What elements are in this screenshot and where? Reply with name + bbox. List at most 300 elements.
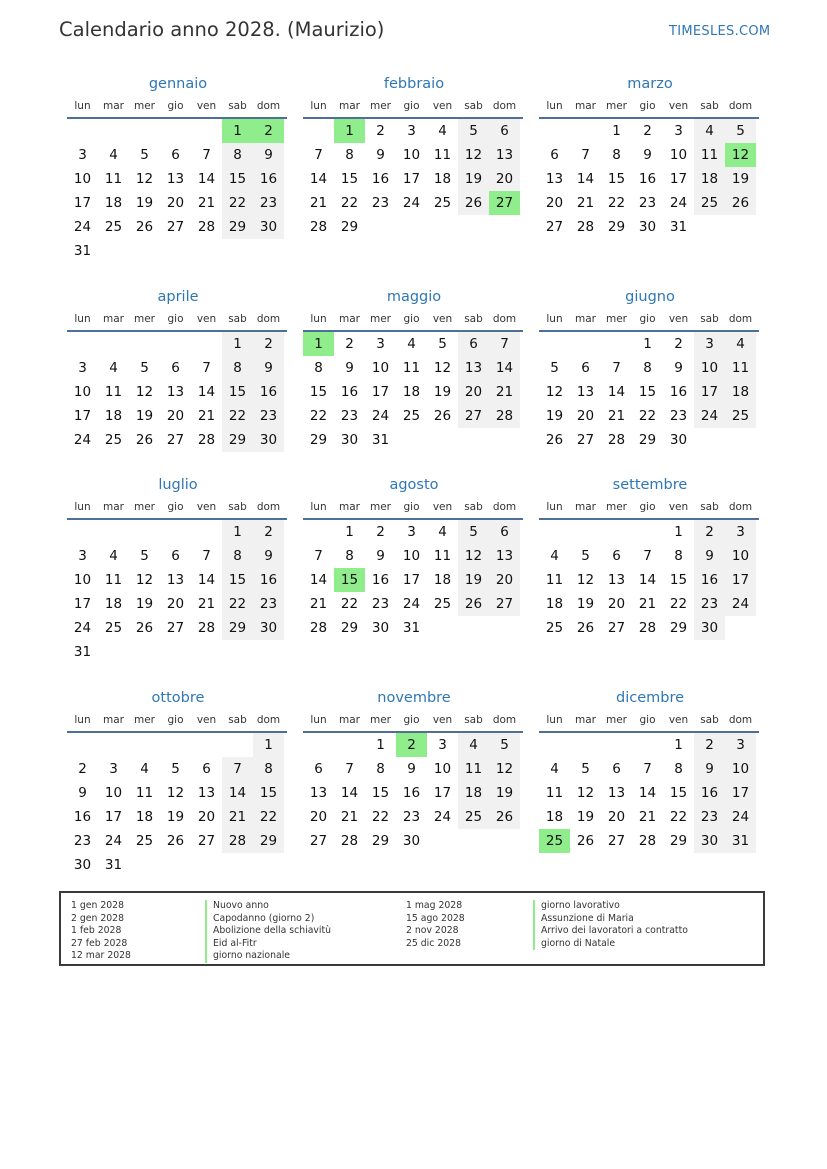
day-cell: 10	[725, 757, 756, 781]
day-cell: 6	[171, 360, 180, 376]
empty-cell	[632, 733, 663, 757]
legend-holiday-name: Capodanno (giorno 2)	[205, 913, 331, 926]
weekday-header	[303, 497, 525, 517]
day-cell: 26	[576, 620, 595, 636]
day-cell: 28	[607, 432, 626, 448]
day-cell: 19	[458, 167, 489, 191]
empty-cell	[539, 119, 570, 143]
day-cell: 16	[694, 568, 725, 592]
day-cell: 30	[73, 857, 92, 873]
day-cell: 14	[340, 785, 359, 801]
day-cell: 20	[197, 809, 216, 825]
day-cell: 21	[309, 195, 328, 211]
day-cell: 25	[104, 219, 123, 235]
day-cell: 24	[725, 592, 756, 616]
day-cell: 23	[253, 404, 284, 428]
weekday-label: ven	[432, 313, 453, 325]
day-cell: 18	[458, 781, 489, 805]
day-cell: 16	[638, 171, 657, 187]
day-cell: 8	[612, 147, 621, 163]
empty-cell	[98, 520, 129, 544]
day-cell: 29	[340, 620, 359, 636]
legend-date: 25 dic 2028	[406, 937, 461, 949]
day-cell: 26	[725, 191, 756, 215]
day-cell: 29	[638, 432, 657, 448]
day-cell: 13	[166, 384, 185, 400]
day-cell: 13	[166, 572, 185, 588]
day-cell: 22	[638, 408, 657, 424]
day-cell: 28	[197, 219, 216, 235]
day-cell: 15	[222, 568, 253, 592]
weekday-header	[67, 96, 289, 116]
day-cell: 15	[371, 785, 390, 801]
day-cell: 7	[222, 757, 253, 781]
day-cell: 5	[140, 147, 149, 163]
day-cell: 5	[550, 360, 559, 376]
day-cell: 19	[545, 408, 564, 424]
day-cell: 23	[638, 195, 657, 211]
weekday-header	[539, 710, 761, 730]
day-cell: 1	[643, 336, 652, 352]
day-cell: 31	[73, 644, 92, 660]
day-grid	[67, 520, 289, 664]
day-cell: 14	[197, 384, 216, 400]
day-cell: 4	[725, 332, 756, 356]
weekday-label: dom	[728, 313, 753, 325]
weekday-label: ven	[432, 714, 453, 726]
weekday-label: gio	[639, 313, 656, 325]
day-cell: 9	[78, 785, 87, 801]
day-grid	[67, 733, 289, 877]
day-cell: 1	[612, 123, 621, 139]
day-cell: 24	[104, 833, 123, 849]
day-cell: 27	[607, 833, 626, 849]
empty-cell	[539, 520, 570, 544]
day-cell: 5	[140, 360, 149, 376]
holiday-day-cell: 25	[539, 829, 570, 853]
day-cell: 2	[694, 520, 725, 544]
day-cell: 9	[407, 761, 416, 777]
weekday-label: ven	[196, 501, 217, 513]
day-cell: 6	[314, 761, 323, 777]
day-cell: 28	[340, 833, 359, 849]
day-cell: 14	[197, 171, 216, 187]
day-cell: 8	[253, 757, 284, 781]
day-cell: 7	[314, 548, 323, 564]
weekday-label: gio	[167, 714, 184, 726]
day-cell: 24	[402, 596, 421, 612]
empty-cell	[191, 733, 222, 757]
holiday-legend	[59, 891, 765, 966]
day-cell: 4	[438, 123, 447, 139]
day-cell: 11	[433, 548, 452, 564]
day-grid	[303, 733, 525, 853]
day-cell: 16	[694, 781, 725, 805]
day-cell: 7	[202, 147, 211, 163]
legend-date: 12 mar 2028	[71, 950, 131, 961]
day-cell: 28	[638, 833, 657, 849]
day-cell: 29	[340, 219, 359, 235]
day-cell: 13	[197, 785, 216, 801]
day-cell: 5	[725, 119, 756, 143]
day-cell: 28	[576, 219, 595, 235]
weekday-label: mer	[369, 100, 391, 112]
day-cell: 2	[253, 520, 284, 544]
day-cell: 6	[171, 147, 180, 163]
day-cell: 27	[576, 432, 595, 448]
month-maggio	[303, 283, 525, 452]
day-cell: 30	[669, 432, 688, 448]
day-cell: 24	[433, 809, 452, 825]
day-cell: 8	[222, 143, 253, 167]
day-cell: 26	[576, 833, 595, 849]
day-cell: 25	[725, 404, 756, 428]
day-cell: 18	[135, 809, 154, 825]
weekday-label: mar	[103, 501, 124, 513]
day-cell: 20	[489, 568, 520, 592]
weekday-label: lun	[310, 313, 327, 325]
day-cell: 13	[489, 544, 520, 568]
day-cell: 28	[638, 620, 657, 636]
legend-date: 2 gen 2028	[71, 912, 124, 924]
day-cell: 12	[135, 171, 154, 187]
day-cell: 14	[489, 356, 520, 380]
day-cell: 23	[694, 805, 725, 829]
holiday-day-cell: 15	[334, 568, 365, 592]
day-cell: 23	[371, 195, 390, 211]
weekday-label: sab	[700, 313, 719, 325]
weekday-label: lun	[546, 714, 563, 726]
weekday-label: ven	[196, 100, 217, 112]
day-cell: 8	[314, 360, 323, 376]
day-cell: 19	[725, 167, 756, 191]
day-cell: 11	[104, 384, 123, 400]
weekday-label: dom	[492, 100, 517, 112]
day-cell: 5	[458, 520, 489, 544]
weekday-label: mer	[133, 501, 155, 513]
empty-cell	[129, 332, 160, 356]
day-cell: 17	[73, 596, 92, 612]
weekday-label: ven	[668, 313, 689, 325]
day-cell: 10	[73, 384, 92, 400]
day-cell: 9	[674, 360, 683, 376]
day-cell: 3	[376, 336, 385, 352]
day-grid	[303, 119, 525, 239]
day-cell: 5	[140, 548, 149, 564]
weekday-label: gio	[403, 313, 420, 325]
brand-link[interactable]: TIMESLES.COM	[669, 24, 771, 39]
day-cell: 4	[140, 761, 149, 777]
day-cell: 11	[545, 785, 564, 801]
weekday-label: dom	[256, 100, 281, 112]
month-name: agosto	[389, 477, 439, 493]
empty-cell	[222, 733, 253, 757]
weekday-label: dom	[492, 714, 517, 726]
day-cell: 17	[725, 781, 756, 805]
day-cell: 9	[253, 143, 284, 167]
day-cell: 9	[253, 356, 284, 380]
empty-cell	[98, 733, 129, 757]
day-cell: 25	[433, 195, 452, 211]
day-cell: 2	[78, 761, 87, 777]
day-cell: 6	[171, 548, 180, 564]
legend-date: 27 feb 2028	[71, 937, 128, 949]
day-cell: 31	[371, 432, 390, 448]
day-cell: 1	[376, 737, 385, 753]
weekday-label: mar	[103, 313, 124, 325]
day-cell: 19	[433, 384, 452, 400]
day-cell: 21	[340, 809, 359, 825]
empty-cell	[98, 332, 129, 356]
legend-names-col-2	[533, 900, 688, 950]
day-cell: 19	[576, 809, 595, 825]
empty-cell	[160, 119, 191, 143]
day-cell: 23	[371, 596, 390, 612]
day-cell: 10	[402, 147, 421, 163]
day-cell: 6	[458, 332, 489, 356]
day-cell: 12	[576, 785, 595, 801]
day-cell: 15	[253, 781, 284, 805]
day-cell: 19	[135, 195, 154, 211]
day-cell: 10	[725, 544, 756, 568]
day-cell: 24	[73, 219, 92, 235]
day-cell: 14	[638, 572, 657, 588]
holiday-day-cell: 1	[222, 119, 253, 143]
day-cell: 15	[669, 785, 688, 801]
day-cell: 21	[197, 408, 216, 424]
day-cell: 15	[638, 384, 657, 400]
legend-holiday-name: Nuovo anno	[205, 900, 331, 913]
day-cell: 3	[725, 520, 756, 544]
day-cell: 10	[371, 360, 390, 376]
day-cell: 11	[104, 171, 123, 187]
day-cell: 26	[489, 805, 520, 829]
day-cell: 31	[725, 829, 756, 853]
weekday-label: ven	[432, 100, 453, 112]
day-cell: 25	[433, 596, 452, 612]
weekday-label: dom	[728, 100, 753, 112]
day-cell: 30	[402, 833, 421, 849]
day-cell: 3	[674, 123, 683, 139]
day-cell: 18	[104, 195, 123, 211]
day-cell: 29	[309, 432, 328, 448]
day-cell: 26	[135, 620, 154, 636]
day-cell: 11	[104, 572, 123, 588]
day-cell: 15	[222, 167, 253, 191]
day-cell: 20	[607, 809, 626, 825]
day-cell: 13	[607, 572, 626, 588]
month-luglio	[67, 471, 289, 664]
weekday-label: lun	[74, 100, 91, 112]
day-cell: 25	[402, 408, 421, 424]
weekday-label: mar	[103, 100, 124, 112]
day-cell: 20	[458, 380, 489, 404]
day-cell: 16	[73, 809, 92, 825]
day-cell: 17	[669, 171, 688, 187]
empty-cell	[601, 733, 632, 757]
legend-names-col-1	[205, 900, 331, 963]
day-cell: 4	[694, 119, 725, 143]
day-cell: 27	[166, 620, 185, 636]
month-agosto	[303, 471, 525, 640]
weekday-label: lun	[546, 100, 563, 112]
day-grid	[67, 332, 289, 452]
legend-holiday-name: Assunzione di Maria	[533, 913, 688, 926]
weekday-header	[539, 309, 761, 329]
day-cell: 2	[694, 733, 725, 757]
weekday-label: mer	[605, 714, 627, 726]
day-cell: 7	[581, 147, 590, 163]
day-cell: 20	[545, 195, 564, 211]
day-cell: 28	[309, 620, 328, 636]
day-cell: 17	[73, 408, 92, 424]
day-cell: 26	[458, 191, 489, 215]
weekday-label: lun	[74, 714, 91, 726]
month-novembre	[303, 684, 525, 853]
day-cell: 12	[545, 384, 564, 400]
day-cell: 10	[402, 548, 421, 564]
empty-cell	[67, 332, 98, 356]
day-cell: 7	[314, 147, 323, 163]
day-cell: 7	[345, 761, 354, 777]
day-cell: 17	[402, 171, 421, 187]
month-name: marzo	[627, 76, 673, 92]
day-cell: 2	[376, 524, 385, 540]
day-cell: 9	[643, 147, 652, 163]
day-cell: 14	[576, 171, 595, 187]
day-cell: 3	[78, 548, 87, 564]
month-name: novembre	[377, 690, 451, 706]
day-cell: 16	[253, 380, 284, 404]
day-cell: 22	[669, 809, 688, 825]
day-cell: 29	[222, 215, 253, 239]
weekday-label: sab	[228, 313, 247, 325]
day-cell: 8	[643, 360, 652, 376]
weekday-header	[67, 309, 289, 329]
day-cell: 23	[694, 592, 725, 616]
day-cell: 8	[345, 548, 354, 564]
day-cell: 5	[489, 733, 520, 757]
day-cell: 14	[309, 171, 328, 187]
day-cell: 26	[135, 432, 154, 448]
page-title: Calendario anno 2028. (Maurizio)	[59, 18, 385, 41]
day-cell: 22	[340, 596, 359, 612]
day-cell: 6	[550, 147, 559, 163]
empty-cell	[632, 520, 663, 544]
day-cell: 18	[104, 408, 123, 424]
weekday-label: mar	[103, 714, 124, 726]
day-cell: 27	[166, 432, 185, 448]
day-cell: 18	[545, 809, 564, 825]
legend-dates-col-2	[406, 900, 465, 950]
weekday-header	[67, 497, 289, 517]
day-cell: 2	[674, 336, 683, 352]
day-cell: 22	[309, 408, 328, 424]
day-cell: 18	[694, 167, 725, 191]
empty-cell	[303, 119, 334, 143]
day-cell: 27	[309, 833, 328, 849]
day-cell: 13	[607, 785, 626, 801]
empty-cell	[160, 520, 191, 544]
day-cell: 21	[222, 805, 253, 829]
day-cell: 10	[73, 572, 92, 588]
weekday-label: ven	[668, 501, 689, 513]
day-cell: 27	[607, 620, 626, 636]
day-cell: 5	[438, 336, 447, 352]
weekday-label: mer	[605, 100, 627, 112]
weekday-label: mar	[575, 313, 596, 325]
day-cell: 20	[309, 809, 328, 825]
day-cell: 22	[222, 592, 253, 616]
day-cell: 15	[309, 384, 328, 400]
day-cell: 12	[458, 143, 489, 167]
day-cell: 31	[402, 620, 421, 636]
empty-cell	[539, 733, 570, 757]
empty-cell	[570, 119, 601, 143]
holiday-day-cell: 27	[489, 191, 520, 215]
weekday-label: lun	[546, 501, 563, 513]
day-cell: 5	[581, 548, 590, 564]
empty-cell	[601, 332, 632, 356]
day-cell: 16	[669, 384, 688, 400]
day-cell: 28	[197, 620, 216, 636]
day-cell: 9	[345, 360, 354, 376]
empty-cell	[601, 520, 632, 544]
weekday-label: sab	[700, 501, 719, 513]
day-cell: 2	[345, 336, 354, 352]
empty-cell	[303, 733, 334, 757]
day-cell: 15	[669, 572, 688, 588]
day-cell: 21	[576, 195, 595, 211]
weekday-label: gio	[403, 714, 420, 726]
day-cell: 16	[371, 171, 390, 187]
day-cell: 2	[253, 332, 284, 356]
weekday-label: mar	[575, 501, 596, 513]
month-name: aprile	[157, 289, 199, 305]
day-cell: 17	[371, 384, 390, 400]
day-cell: 12	[576, 572, 595, 588]
day-cell: 14	[607, 384, 626, 400]
weekday-label: lun	[310, 100, 327, 112]
empty-cell	[67, 733, 98, 757]
day-cell: 6	[489, 119, 520, 143]
day-cell: 5	[581, 761, 590, 777]
day-cell: 27	[197, 833, 216, 849]
day-cell: 21	[197, 596, 216, 612]
day-cell: 9	[376, 548, 385, 564]
day-cell: 12	[489, 757, 520, 781]
day-cell: 2	[643, 123, 652, 139]
day-cell: 22	[669, 596, 688, 612]
empty-cell	[570, 520, 601, 544]
day-cell: 11	[725, 356, 756, 380]
day-cell: 23	[253, 592, 284, 616]
day-cell: 5	[458, 119, 489, 143]
day-cell: 8	[345, 147, 354, 163]
day-cell: 17	[725, 568, 756, 592]
month-name: settembre	[612, 477, 688, 493]
day-cell: 6	[612, 761, 621, 777]
day-grid	[539, 119, 761, 239]
day-cell: 24	[73, 620, 92, 636]
weekday-label: mer	[605, 501, 627, 513]
day-cell: 29	[669, 833, 688, 849]
day-cell: 11	[402, 360, 421, 376]
legend-holiday-name: giorno lavorativo	[533, 900, 688, 913]
legend-date: 15 ago 2028	[406, 912, 465, 924]
day-cell: 4	[407, 336, 416, 352]
day-cell: 12	[433, 360, 452, 376]
